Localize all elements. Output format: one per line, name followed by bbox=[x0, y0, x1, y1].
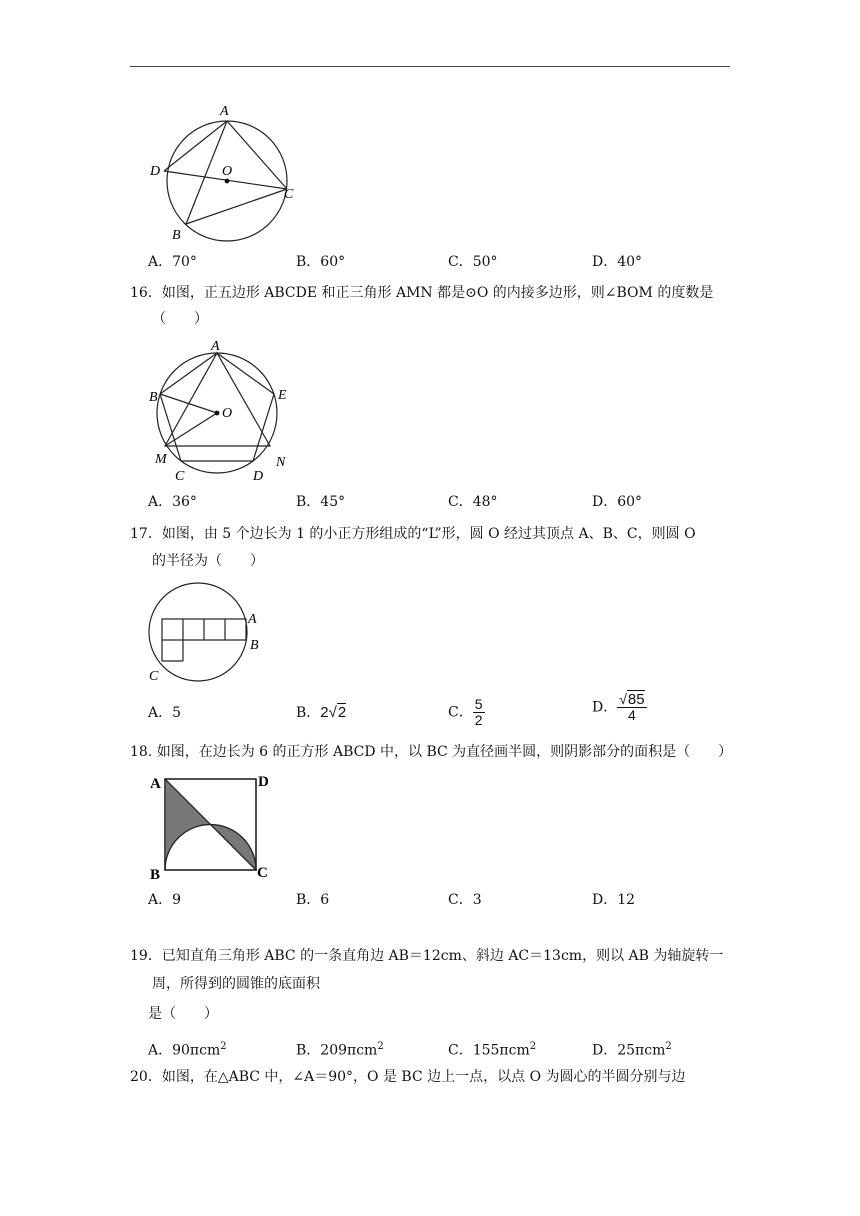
q16-option-b: B．45° bbox=[296, 494, 346, 510]
q18-label-b: B bbox=[150, 867, 161, 883]
q15-label-d: D bbox=[150, 164, 161, 179]
q17-option-d-numerator: √85 bbox=[619, 691, 645, 708]
q16-label-o: O bbox=[222, 406, 233, 421]
q19-option-d bbox=[592, 1037, 672, 1061]
q15-option-d: D．40° bbox=[592, 254, 643, 270]
q19-option-b-text: B．209πcm bbox=[296, 1042, 378, 1059]
q18-figure bbox=[145, 768, 275, 883]
q17-option-b-coef: 2 bbox=[320, 704, 329, 721]
q15-option-a: A．70° bbox=[148, 254, 197, 270]
q19-option-c bbox=[448, 1037, 536, 1061]
q17-option-c-numerator: 5 bbox=[474, 696, 483, 712]
q16-label-e: E bbox=[278, 388, 287, 403]
q15-label-c: C bbox=[284, 187, 294, 202]
q16-option-a: A．36° bbox=[148, 494, 197, 510]
q19-option-d-exponent: 2 bbox=[665, 1041, 672, 1052]
q18-label-a: A bbox=[150, 776, 161, 792]
q17-option-b-prefix: B． bbox=[296, 705, 321, 721]
q17-stem-line2: 的半径为（ ） bbox=[152, 553, 264, 569]
q16-stem-line2: （ ） bbox=[152, 311, 208, 327]
q17-option-d-prefix: D． bbox=[592, 699, 618, 716]
q19-option-a-text: A．90πcm bbox=[148, 1042, 221, 1059]
q17-option-d-fraction bbox=[617, 692, 646, 723]
q15-figure bbox=[140, 100, 310, 245]
q19-option-a-exponent: 2 bbox=[220, 1041, 227, 1052]
q17-option-c-denominator: 2 bbox=[474, 712, 483, 728]
q17-option-c-prefix: C． bbox=[448, 704, 473, 721]
q16-option-d: D．60° bbox=[592, 494, 643, 510]
q18-option-c: C．3 bbox=[448, 892, 482, 908]
q18-label-c: C bbox=[257, 865, 268, 881]
q18-stem: 18. 如图，在边长为 6 的正方形 ABCD 中，以 BC 为直径画半圆，则阴影部分的面积是（ ） bbox=[130, 744, 733, 760]
q16-label-a: A bbox=[211, 339, 220, 354]
q16-stem-line1: 16．如图，正五边形 ABCDE 和正三角形 AMN 都是⊙O 的内接多边形，则∠BOM 的度数是 bbox=[130, 285, 714, 301]
q16-option-c: C．48° bbox=[448, 494, 498, 510]
q16-label-n: N bbox=[276, 455, 286, 470]
q19-option-c-text: C．155πcm bbox=[448, 1042, 530, 1059]
q19-option-d-text: D．25πcm bbox=[592, 1042, 666, 1059]
q17-label-b: B bbox=[250, 638, 259, 653]
q18-option-d: D．12 bbox=[592, 892, 636, 908]
q17-option-d bbox=[592, 692, 647, 723]
q16-label-d: D bbox=[253, 469, 264, 484]
q19-stem-line2: 周，所得到的圆锥的底面积 bbox=[152, 976, 320, 992]
q16-figure bbox=[145, 335, 300, 487]
q17-option-b bbox=[296, 703, 346, 723]
q15-label-a: A bbox=[220, 104, 229, 119]
q19-option-b-exponent: 2 bbox=[377, 1041, 384, 1052]
q16-label-m: M bbox=[155, 452, 167, 467]
q17-stem-line1: 17．如图，由 5 个边长为 1 的小正方形组成的“L”形，圆 O 经过其顶点 A、B、C，则圆 O bbox=[130, 526, 696, 542]
q18-option-a: A．9 bbox=[148, 892, 182, 908]
q17-label-a: A bbox=[248, 612, 257, 627]
q16-label-b: B bbox=[149, 390, 158, 405]
q17-option-c-fraction bbox=[473, 697, 485, 728]
q19-stem-line3: 是（ ） bbox=[148, 1006, 218, 1022]
q15-option-b: B．60° bbox=[296, 254, 346, 270]
q19-option-b bbox=[296, 1037, 384, 1061]
q17-option-a: A．5 bbox=[148, 705, 182, 721]
q17-label-c: C bbox=[149, 669, 159, 684]
q19-option-c-exponent: 2 bbox=[529, 1041, 537, 1052]
q18-label-d: D bbox=[258, 774, 269, 790]
q19-option-a bbox=[148, 1037, 227, 1061]
q15-option-c: C．50° bbox=[448, 254, 498, 270]
q17-figure bbox=[140, 582, 270, 687]
q17-option-d-radicand: 85 bbox=[627, 691, 645, 708]
q15-label-o: O bbox=[222, 164, 233, 179]
q19-stem-line1: 19．已知直角三角形 ABC 的一条直角边 AB＝12cm、斜边 AC＝13cm，则以 AB 为轴旋转一 bbox=[130, 948, 724, 964]
q20-stem-line1: 20．如图，在△ABC 中，∠A＝90°，O 是 BC 边上一点，以点 O 为圆心的半圆分别与边 bbox=[130, 1069, 686, 1085]
q17-option-b-radicand: 2 bbox=[337, 704, 347, 721]
q15-label-b: B bbox=[172, 228, 181, 243]
q17-option-d-denominator: 4 bbox=[628, 707, 636, 723]
q17-option-c bbox=[448, 697, 485, 728]
header-rule bbox=[130, 66, 730, 67]
q17-option-b-math: 2√2 bbox=[320, 704, 347, 721]
q18-option-b: B．6 bbox=[296, 892, 330, 908]
q16-label-c: C bbox=[175, 469, 185, 484]
